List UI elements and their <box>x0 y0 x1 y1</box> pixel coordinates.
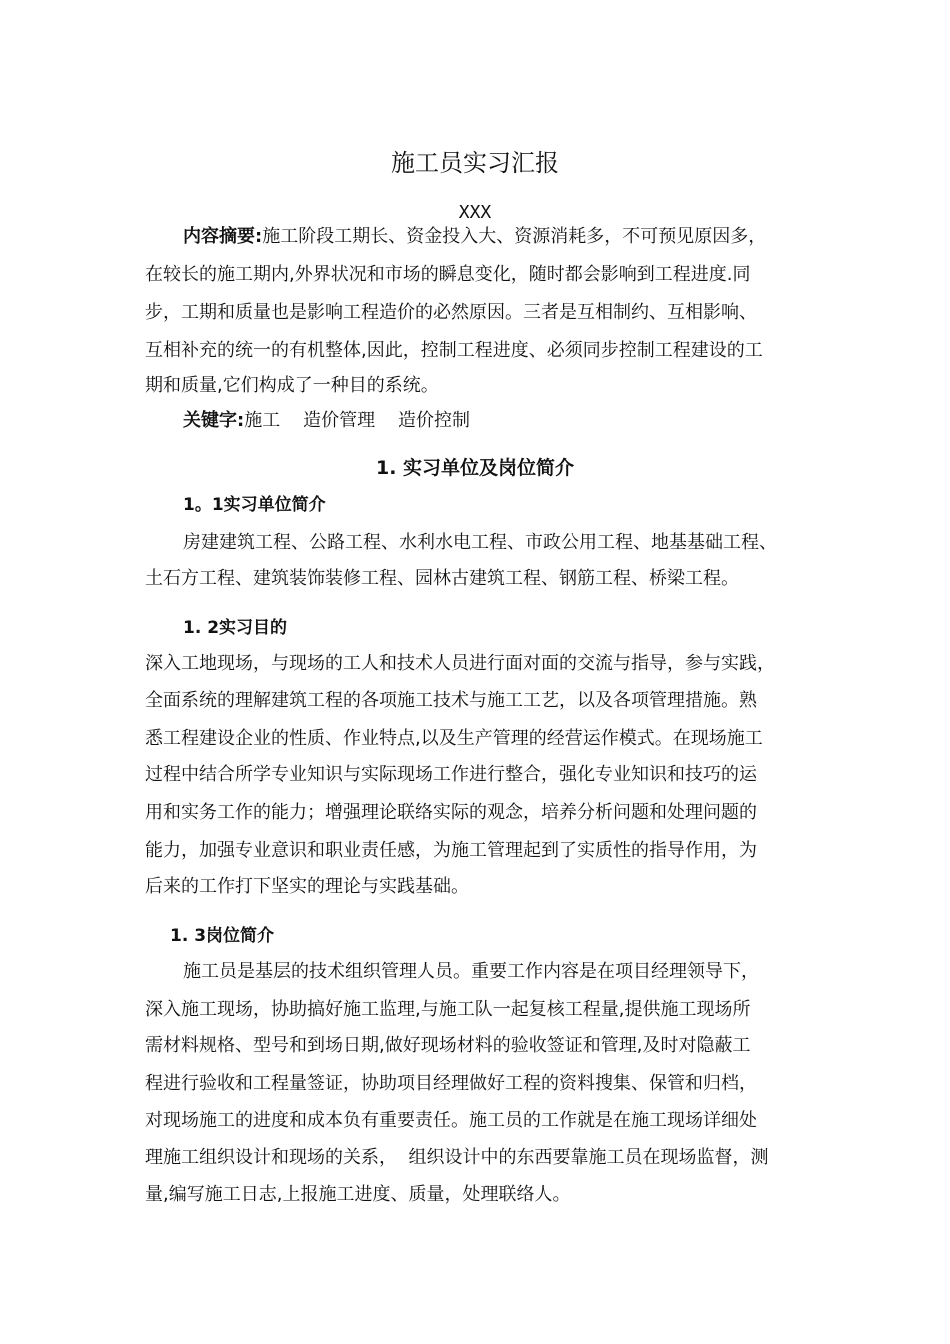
subsection-1-1-line-2: 土石方工程、建筑装饰装修工程、园林古建筑工程、钢筋工程、桥梁工程。 <box>145 568 739 589</box>
abstract-line-1 <box>183 226 863 248</box>
subsection-1-2-line-1: 深入工地现场，与现场的工人和技术人员进行面对面的交流与指导，参与实践， <box>145 653 775 674</box>
subsection-1-3-line-5: 对现场施工的进度和成本负有重要责任。施工员的工作就是在施工现场详细处 <box>145 1110 757 1131</box>
subsection-1-2-line-7: 后来的工作打下坚实的理论与实践基础。 <box>145 876 469 897</box>
subsection-1-2-line-4: 过程中结合所学专业知识与实际现场工作进行整合，强化专业知识和技巧的运 <box>145 764 757 785</box>
keywords-label: 关键字: <box>183 410 245 431</box>
abstract-line-4: 互相补充的统一的有机整体,因此，控制工程进度、必须同步控制工程建设的工 <box>145 340 763 361</box>
keywords-line <box>183 410 863 432</box>
subsection-1-3-line-3: 需材料规格、型号和到场日期,做好现场材料的验收签证和管理,及时对隐蔽工 <box>145 1035 751 1056</box>
subsection-1-3-line-6: 理施工组织设计和现场的关系， 组织设计中的东西要靠施工员在现场监督，测 <box>145 1147 769 1168</box>
subsection-1-3-line-4: 程进行验收和工程量签证，协助项目经理做好工程的资料搜集、保管和归档， <box>145 1073 757 1094</box>
subsection-1-3-line-2: 深入施工现场，协助搞好施工监理,与施工队一起复核工程量,提供施工现场所 <box>145 999 751 1020</box>
abstract-text: 施工阶段工期长、资金投入大、资源消耗多，不可预见原因多， <box>262 226 767 247</box>
subsection-1-2-line-6: 能力，加强专业意识和职业责任感，为施工管理起到了实质性的指导作用，为 <box>145 840 757 861</box>
subsection-1-2-line-2: 全面系统的理解建筑工程的各项施工技术与施工工艺，以及各项管理措施。熟 <box>145 690 757 711</box>
subsection-1-1-line-1: 房建建筑工程、公路工程、水利水电工程、市政公用工程、地基基础工程、 <box>183 532 777 553</box>
subsection-1-2-line-3: 悉工程建设企业的性质、作业特点,以及生产管理的经营运作模式。在现场施工 <box>145 728 763 749</box>
subsection-1-3-line-7: 量,编写施工日志,上报施工进度、质量，处理联络人。 <box>145 1184 571 1205</box>
subsection-1-3-heading: 1. 3岗位简介 <box>170 926 275 946</box>
subsection-1-3-line-1: 施工员是基层的技术组织管理人员。重要工作内容是在项目经理领导下， <box>183 961 759 982</box>
document-title: 施工员实习汇报 <box>391 149 559 177</box>
subsection-1-1-heading: 1。1实习单位简介 <box>183 495 326 515</box>
abstract-label: 内容摘要: <box>183 226 263 247</box>
section-1-heading: 1. 实习单位及岗位简介 <box>375 457 575 479</box>
subsection-1-2-line-5: 用和实务工作的能力；增强理论联络实际的观念，培养分析问题和处理问题的 <box>145 802 757 823</box>
abstract-line-3: 步，工期和质量也是影响工程造价的必然原因。三者是互相制约、互相影响、 <box>145 302 757 323</box>
abstract-line-5: 期和质量,它们构成了一种目的系统。 <box>145 375 439 396</box>
keywords-text: 施工 造价管理 造价控制 <box>244 410 470 431</box>
document-author: XXX <box>458 202 492 223</box>
subsection-1-2-heading: 1. 2实习目的 <box>183 618 288 638</box>
abstract-line-2: 在较长的施工期内,外界状况和市场的瞬息变化，随时都会影响到工程进度.同 <box>145 264 751 285</box>
